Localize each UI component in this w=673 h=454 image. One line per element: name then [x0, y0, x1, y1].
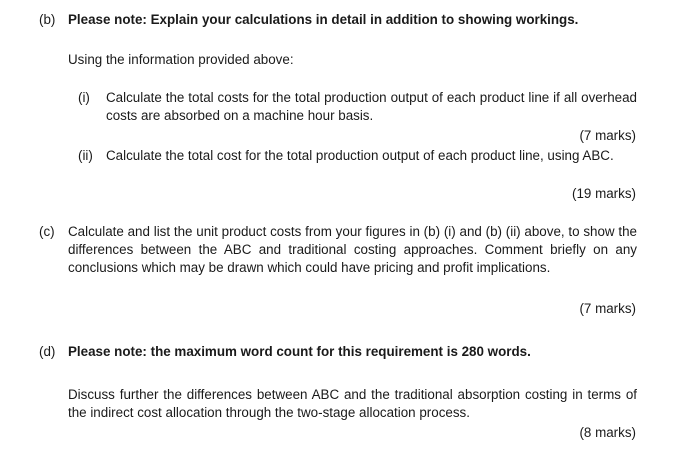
part-b-ii-label: (ii)	[78, 148, 93, 163]
part-b-i-label: (i)	[78, 90, 90, 105]
part-d-label: (d)	[39, 344, 56, 359]
part-c-marks: (7 marks)	[579, 301, 636, 316]
part-d-text: Discuss further the differences between ABC and the traditional absorption costing in terms of the indirect cost allocation through the two-stage allocation process.	[68, 387, 637, 420]
part-b-label: (b)	[39, 12, 56, 27]
part-c-text: Calculate and list the unit product costs from your figures in (b) (i) and (b) (ii) above, to show the differences between the ABC and traditional costing approaches. Comment briefly on any conclusions which may be drawn which could have pricing and profit implications.	[68, 224, 637, 275]
part-c-label: (c)	[39, 224, 55, 239]
part-d-marks: (8 marks)	[579, 425, 636, 440]
part-d-note: Please note: the maximum word count for this requirement is 280 words.	[68, 344, 531, 359]
part-b-note: Please note: Explain your calculations in detail in addition to showing workings.	[68, 12, 579, 27]
part-b-ii-text: Calculate the total cost for the total production output of each product line, using ABC.	[106, 148, 614, 163]
part-b-i-marks: (7 marks)	[579, 128, 636, 143]
part-b-ii-marks: (19 marks)	[572, 186, 636, 201]
part-b-i-text: Calculate the total costs for the total production output of each product line if all overhead costs are absorbed on a machine hour basis.	[106, 90, 637, 123]
part-b-intro: Using the information provided above:	[68, 52, 294, 67]
